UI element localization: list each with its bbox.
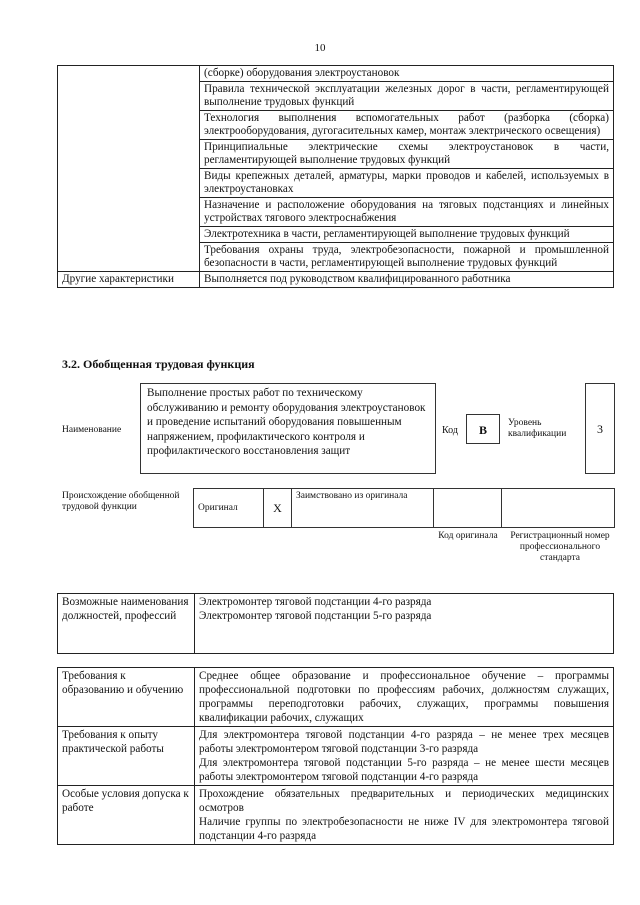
table-cell-text: Электротехника в части, регламентирующей выполнение трудовых функций (200, 227, 614, 243)
code-label: Код (442, 425, 458, 436)
table-cell-text: (сборке) оборудования электроустановок (200, 66, 614, 82)
knowledge-table (57, 65, 614, 288)
position-item: Электромонтер тяговой подстанции 4-го разряда (199, 596, 432, 608)
name-label: Наименование (62, 425, 122, 435)
origin-row (194, 489, 615, 528)
table-cell-text: Технология выполнения вспомогательных работ (разборка (сборка) электрооборудования, дугогасительных камер, монтаж электрического освещения) (200, 111, 614, 140)
table-cell-text: Принципиальные электрические схемы электроустановок в части, регламентирующей выполнение трудовых функций (200, 140, 614, 169)
table-row (58, 786, 614, 845)
origin-table (193, 488, 615, 528)
requirement-line: Для электромонтера тяговой подстанции 5-го разряда – не менее шести месяцев работы электромонтером тяговой подстанции 4-го разряда (199, 757, 609, 783)
requirement-line: Среднее общее образование и профессиональное обучение – программы профессиональной подготовки по профессиям рабочих, должностям служащих, программы переподготовки рабочих, служащих, программы повышения квалификации рабочих, служащих (199, 670, 609, 724)
other-characteristics-label: Другие характеристики (58, 272, 200, 288)
level-label (508, 418, 580, 440)
original-code-cell (434, 489, 502, 528)
requirement-label: Особые условия допуска к работе (58, 786, 195, 845)
table-row (58, 66, 614, 82)
other-characteristics-text: Выполняется под руководством квалифицированного работника (200, 272, 614, 288)
table-row (58, 594, 614, 654)
registration-number-caption: Регистрационный номер профессионального стандарта (510, 531, 610, 563)
requirement-label: Требования к опыту практической работы (58, 727, 195, 786)
table-cell-text: Виды крепежных деталей, арматуры, марки проводов и кабелей, используемых в электроустановках (200, 169, 614, 198)
other-characteristics-row (58, 272, 614, 288)
requirement-line: Для электромонтера тяговой подстанции 4-го разряда – не менее трех месяцев работы электромонтером тяговой подстанции 3-го разряда (199, 729, 609, 755)
requirement-text (195, 786, 614, 845)
original-code-caption: Код оригинала (438, 531, 498, 541)
origin-label: Происхождение обобщенной трудовой функции (62, 491, 180, 512)
requirement-line: Прохождение обязательных предварительных и периодических медицинских осмотров (199, 788, 609, 814)
code-value: B (466, 414, 500, 444)
page-number: 10 (314, 42, 326, 54)
level-label-text: Уровень квалификации (508, 418, 567, 439)
borrowed-label: Заимствовано из оригинала (292, 489, 434, 528)
table-row (58, 727, 614, 786)
table-cell-text: Назначение и расположение оборудования на тяговых подстанциях и линейных устройствах тягового электроснабжения (200, 198, 614, 227)
level-value: 3 (585, 383, 615, 474)
original-mark: X (264, 489, 292, 528)
position-item: Электромонтер тяговой подстанции 5-го разряда (199, 610, 432, 622)
function-name-box: Выполнение простых работ по техническому обслуживанию и ремонту оборудования электроустановок и проведение испытаний оборудования повышенным напряжением, профилактического контроля и профилактического восстановления защит (140, 383, 436, 474)
requirement-line: Наличие группы по электробезопасности не ниже IV для электромонтера тяговой подстанции 4-го разряда (199, 816, 609, 842)
table-cell-text: Требования охраны труда, электробезопасности, пожарной и промышленной безопасности в части, регламентирующей выполнение трудовых функций (200, 243, 614, 272)
registration-number-cell (502, 489, 615, 528)
table-row (58, 668, 614, 727)
requirement-text (195, 668, 614, 727)
positions-table (57, 593, 614, 654)
requirements-table (57, 667, 614, 845)
section-title: 3.2. Обобщенная трудовая функция (62, 357, 255, 371)
table-cell-label (58, 66, 200, 272)
positions-label: Возможные наименования должностей, профессий (58, 594, 195, 654)
requirement-label: Требования к образованию и обучению (58, 668, 195, 727)
table-cell-text: Правила технической эксплуатации железных дорог в части, регламентирующей выполнение трудовых функций (200, 82, 614, 111)
positions-list (195, 594, 614, 654)
requirement-text (195, 727, 614, 786)
original-label: Оригинал (194, 489, 264, 528)
